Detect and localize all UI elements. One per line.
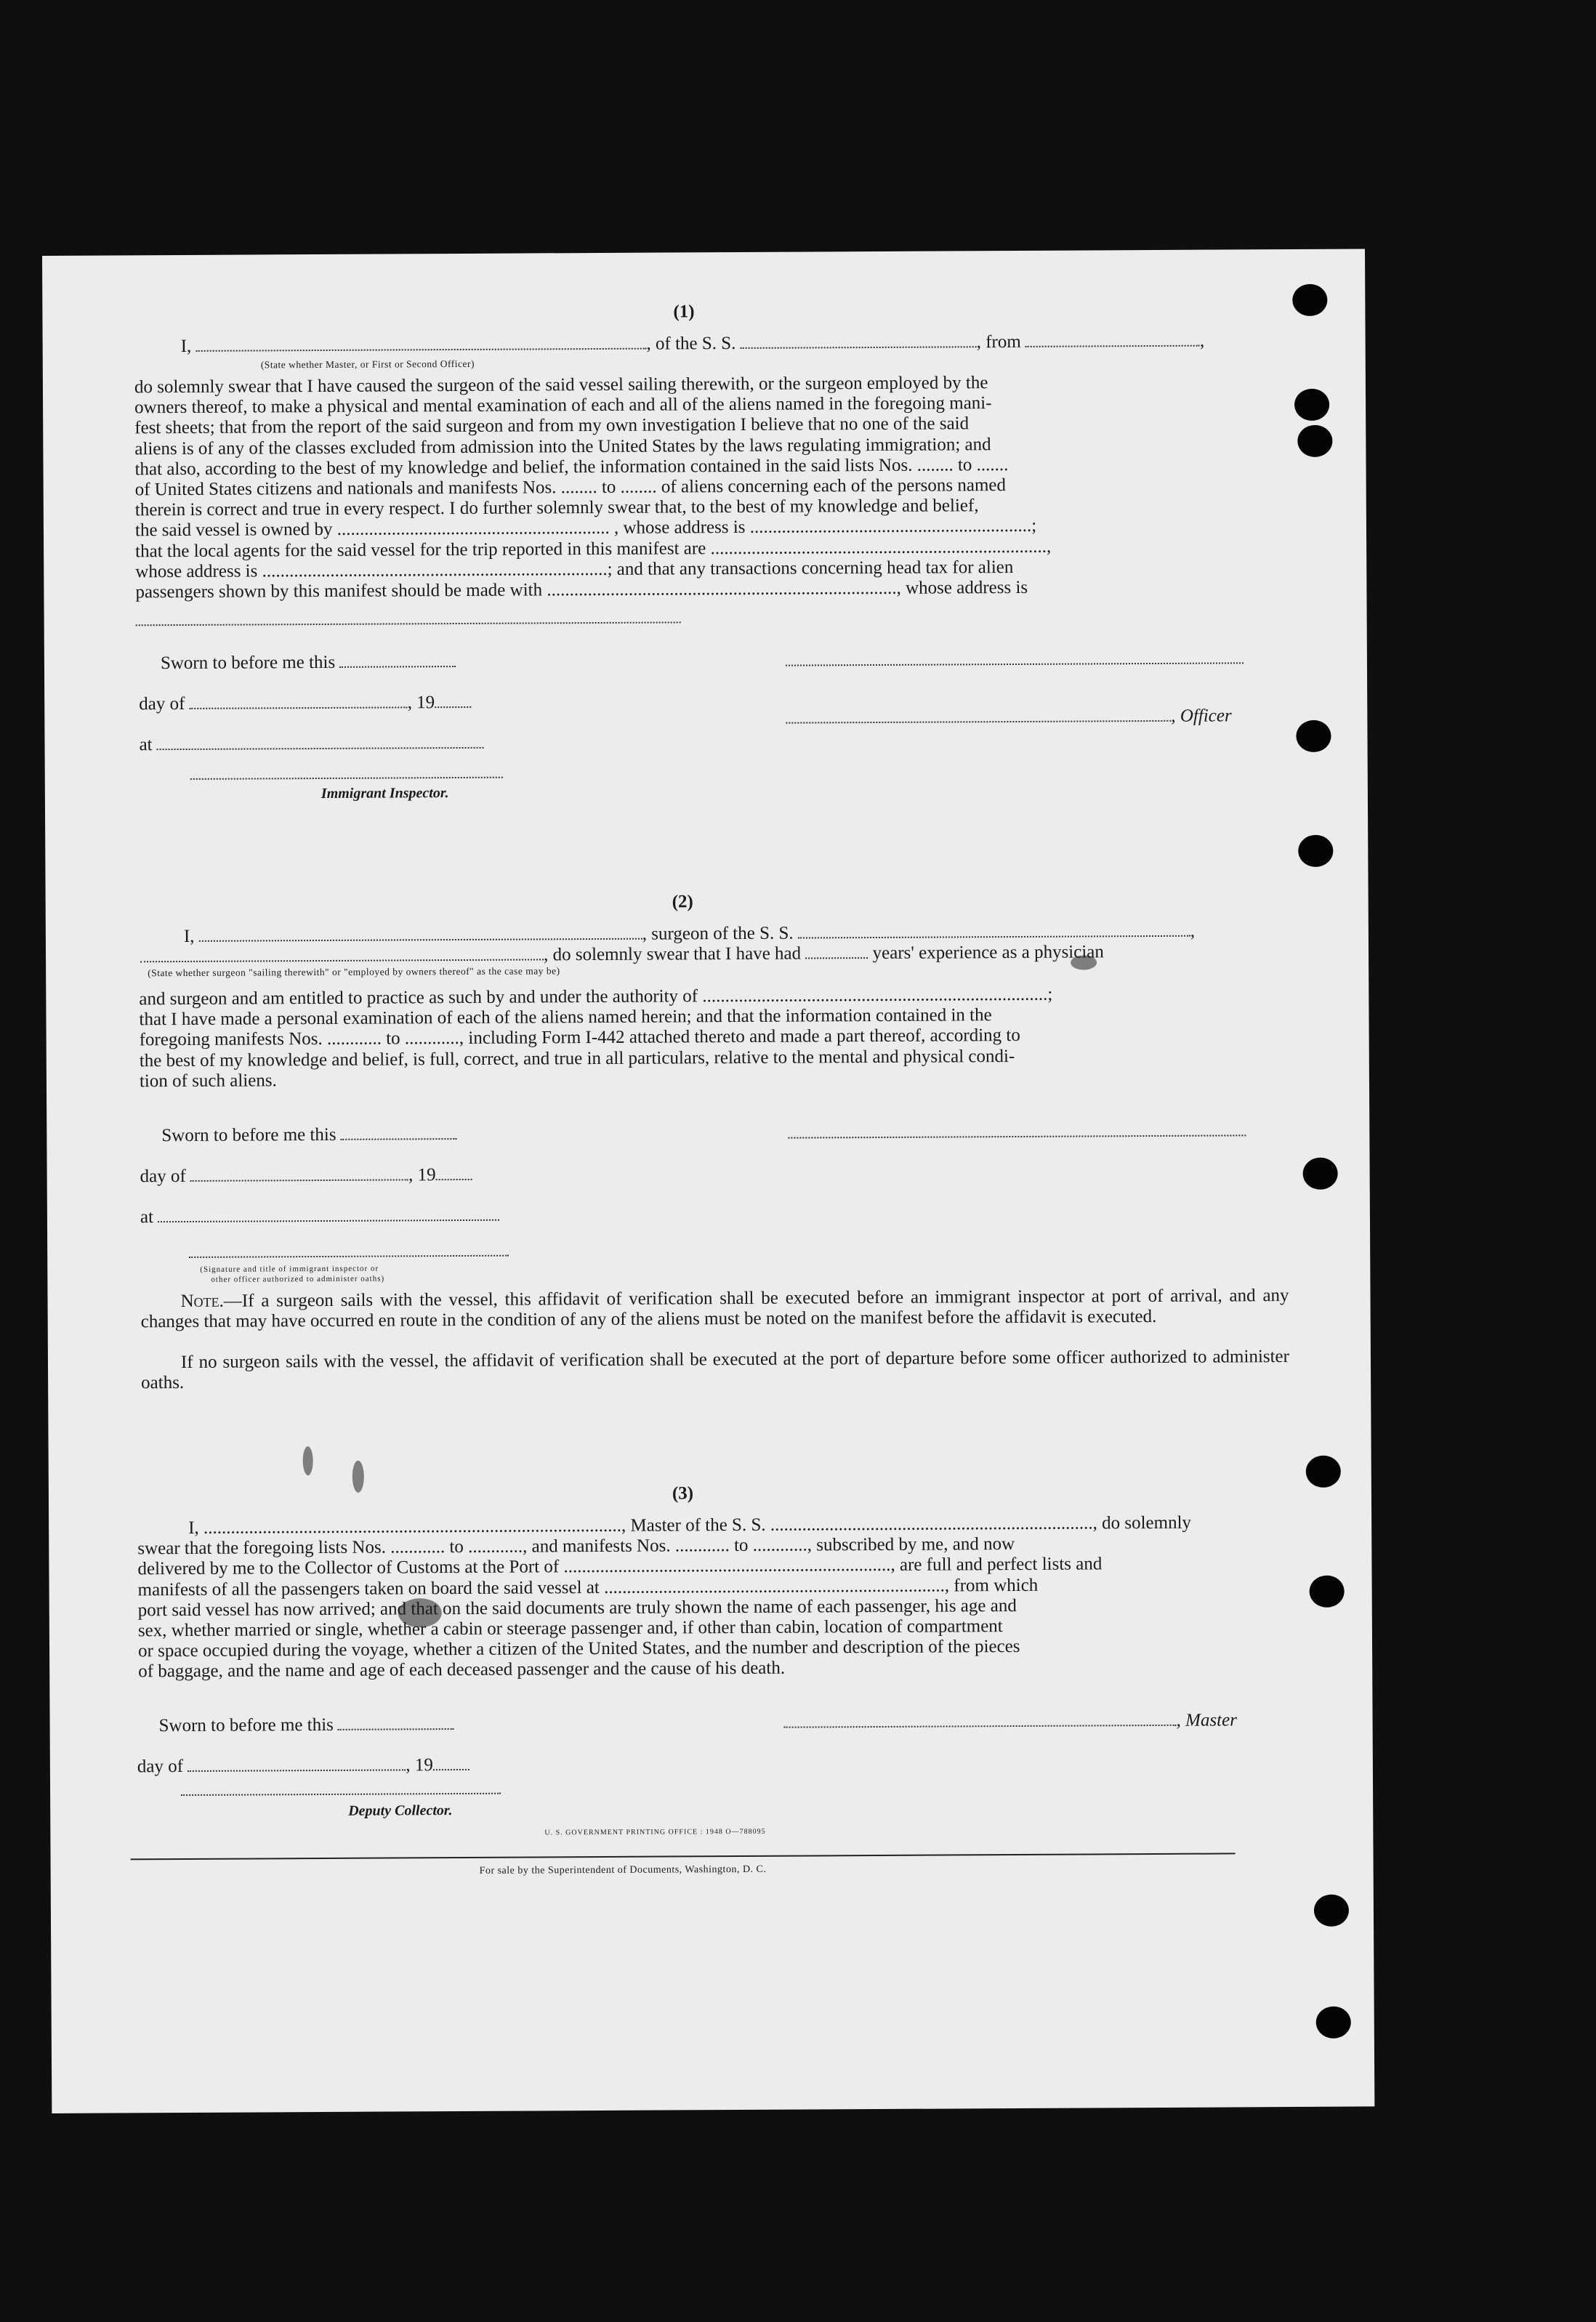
- oath-text: years' experience as a physician: [872, 942, 1104, 964]
- day-line: [139, 693, 471, 714]
- oath-text: , of the S. S.: [646, 334, 736, 354]
- footer-rule: [131, 1853, 1236, 1860]
- blank-field: [805, 956, 868, 959]
- oath-line: foregoing manifests Nos. ............ to ............, including Form I-442 attached thereto and made a part thereof, according to: [139, 1025, 1020, 1050]
- oath-line: swear that the foregoing lists Nos. ............ to ............, and manifests Nos. ............ to ............, subscribed by me, and now: [137, 1534, 1015, 1559]
- section-number: (3): [672, 1483, 694, 1504]
- master-text: , Master: [1176, 1710, 1237, 1730]
- oath-text: I,: [183, 926, 195, 946]
- at-text: at: [140, 1207, 154, 1227]
- signature-line: [786, 662, 1244, 666]
- punch-hole: [1297, 425, 1332, 457]
- blank-field: [339, 665, 456, 668]
- oath-line: the said vessel is owned by ............................................................ , whose address is ..............................................................;: [134, 516, 1037, 541]
- year-text: , 19: [406, 1755, 433, 1775]
- field-note: (State whether surgeon "sailing therewith" or "employed by owners thereof" as the case may be): [148, 965, 560, 979]
- signature-line: [189, 1255, 509, 1258]
- year-text: , 19: [408, 1165, 436, 1185]
- oath-line: owners thereof, to make a physical and mental examination of each and all of the aliens named in the foregoing mani-: [134, 393, 992, 418]
- oath-paragraph: [139, 983, 1291, 1092]
- oath-line: that also, according to the best of my knowledge and belief, the information contained in the said lists Nos. ........ to .......: [134, 454, 1009, 480]
- signature-line: [190, 777, 503, 780]
- sworn-text: Sworn to before me this: [161, 1124, 336, 1146]
- blank-field: [1025, 344, 1200, 347]
- blank-field: [196, 347, 647, 352]
- inspector-title: Immigrant Inspector.: [321, 785, 449, 802]
- blank-field: [341, 1137, 457, 1140]
- blank-field: [338, 1728, 454, 1730]
- day-line: [140, 1165, 472, 1187]
- punch-hole: [1310, 1576, 1345, 1608]
- sworn-line: [159, 1714, 455, 1736]
- officer-line: [786, 706, 1231, 728]
- oath-line: delivered by me to the Collector of Customs at the Port of ........................................................................, are full and perfect lists and: [137, 1554, 1103, 1579]
- oath-line: do solemnly swear that I have caused the surgeon of the said vessel sailing therewith, or the surgeon employed by the: [134, 373, 988, 398]
- signature-note: (Signature and title of immigrant inspector or: [200, 1264, 379, 1274]
- blank-field: [741, 345, 977, 349]
- blank-field: [158, 1219, 499, 1222]
- oath-paragraph: [134, 371, 1291, 603]
- year-text: , 19: [407, 693, 435, 713]
- signature-line: [181, 1793, 501, 1796]
- blank-field: [190, 706, 408, 709]
- note-text: —If a surgeon sails with the vessel, this affidavit of verification shall be executed before an immigrant inspector at port of arrival, and any changes that may have occurred en route in the condition of any of the aliens must be noted on the manifest before the affidavit is executed.: [140, 1286, 1289, 1332]
- day-line: [137, 1755, 469, 1777]
- printing-office-imprint: U. S. GOVERNMENT PRINTING OFFICE : 1948 O—788095: [544, 1827, 766, 1837]
- day-text: day of: [140, 1166, 186, 1187]
- oath-line: I, , surgeon of the S. S. ,: [183, 921, 1196, 946]
- punch-hole: [1292, 284, 1327, 316]
- ink-smudge: [303, 1446, 313, 1475]
- punch-hole: [1306, 1456, 1341, 1488]
- blank-field: [798, 935, 1190, 939]
- oath-line: I, , of the S. S. , from ,: [180, 331, 1205, 357]
- sworn-text: Sworn to before me this: [160, 652, 336, 674]
- field-note: (State whether Master, or First or Second Officer): [260, 358, 475, 371]
- punch-hole: [1294, 389, 1329, 421]
- day-text: day of: [139, 693, 185, 714]
- section-number: (2): [672, 892, 693, 912]
- blank-field: [436, 1178, 472, 1180]
- signature-note: other officer authorized to administer oaths): [211, 1274, 385, 1284]
- note-paragraph: [140, 1286, 1289, 1333]
- punch-hole: [1314, 1895, 1349, 1927]
- master-line: [784, 1710, 1237, 1733]
- manifest-back-page: [42, 249, 1374, 2113]
- oath-line: therein is correct and true in every respect. I do further solemnly swear that, to the best of my knowledge and belief,: [134, 496, 979, 520]
- blank-field: [199, 938, 642, 942]
- oath-text: , do solemnly swear that I have had: [543, 943, 802, 965]
- footer-text: For sale by the Superintendent of Documents, Washington, D. C.: [479, 1863, 767, 1876]
- oath-line: of baggage, and the name and age of each deceased passenger and the cause of his death.: [138, 1658, 786, 1682]
- oath-line: the best of my knowledge and belief, is full, correct, and true in all particulars, relative to the mental and physical condi-: [139, 1046, 1015, 1071]
- blank-field: [157, 746, 484, 750]
- oath-text: I,: [180, 336, 192, 357]
- collector-title: Deputy Collector.: [348, 1802, 453, 1819]
- blank-field: [435, 706, 471, 708]
- at-text: at: [139, 735, 153, 755]
- oath-line: manifests of all the passengers taken on board the said vessel at ..........................................................................., from which: [137, 1575, 1039, 1600]
- note-label: Note.: [180, 1291, 224, 1312]
- sworn-line: [161, 652, 456, 674]
- section-number: (1): [673, 302, 695, 322]
- blank-field: [190, 1178, 408, 1182]
- oath-line: aliens is of any of the classes excluded from admission into the United States by the laws regulating immigration; and: [134, 434, 991, 459]
- blank-field: [188, 1768, 406, 1772]
- oath-line: port said vessel has now arrived; and that on the said documents are truly shown the name of each passenger, his age and: [137, 1595, 1017, 1621]
- oath-line: [140, 942, 1104, 967]
- note-paragraph: [141, 1347, 1289, 1394]
- oath-line: sex, whether married or single, whether a cabin or steerage passenger and, if other than cabin, location of compartment: [137, 1616, 1003, 1641]
- day-text: day of: [137, 1757, 184, 1777]
- sworn-line: [161, 1124, 457, 1146]
- oath-line: that I have made a personal examination of each of the aliens named herein; and that the information contained in the: [139, 1005, 992, 1030]
- blank-field: [136, 621, 681, 626]
- blank-field: [433, 1768, 469, 1770]
- oath-line: I, ............................................................................................, Master of the S. S. ......................................................................., do solemnly: [188, 1512, 1192, 1538]
- note-text: If no surgeon sails with the vessel, the affidavit of verification shall be executed at the port of departure before some officer authorized to administer oaths.: [141, 1347, 1290, 1393]
- oath-line: tion of such aliens.: [139, 1071, 277, 1092]
- blank-field: [786, 719, 1171, 724]
- ink-smudge: [352, 1461, 364, 1493]
- oath-line: whose address is ............................................................................; and that any transactions concerning head tax for alien: [135, 557, 1014, 582]
- oath-line: or space occupied during the voyage, whether a citizen of the United States, and the number and description of the pieces: [137, 1637, 1020, 1661]
- sworn-text: Sworn to before me this: [158, 1714, 334, 1736]
- oath-line: fest sheets; that from the report of the said surgeon and from my own investigation I believe that no one of the said: [134, 414, 970, 438]
- signature-line: [788, 1134, 1246, 1138]
- at-line: [139, 733, 483, 755]
- oath-line: passengers shown by this manifest should be made with ............................................................................., whose address is: [135, 577, 1028, 602]
- oath-text: , surgeon of the S. S.: [642, 923, 794, 944]
- blank-field: [784, 1724, 1177, 1728]
- oath-text: , from: [976, 331, 1021, 352]
- blank-field: [140, 958, 544, 962]
- oath-line: of United States citizens and nationals and manifests Nos. ........ to ........ of aliens concerning each of the persons named: [134, 475, 1007, 500]
- oath-paragraph: [137, 1512, 1290, 1682]
- punch-hole: [1303, 1158, 1338, 1190]
- punch-hole: [1296, 720, 1331, 752]
- oath-line: and surgeon and am entitled to practice as such by and under the authority of ............................................................................;: [139, 984, 1053, 1009]
- officer-text: , Officer: [1171, 706, 1232, 726]
- punch-hole: [1298, 835, 1333, 867]
- oath-line: that the local agents for the said vessel for the trip reported in this manifest are ..........................................................................,: [135, 536, 1052, 561]
- at-line: [140, 1206, 499, 1228]
- punch-hole: [1316, 2007, 1351, 2039]
